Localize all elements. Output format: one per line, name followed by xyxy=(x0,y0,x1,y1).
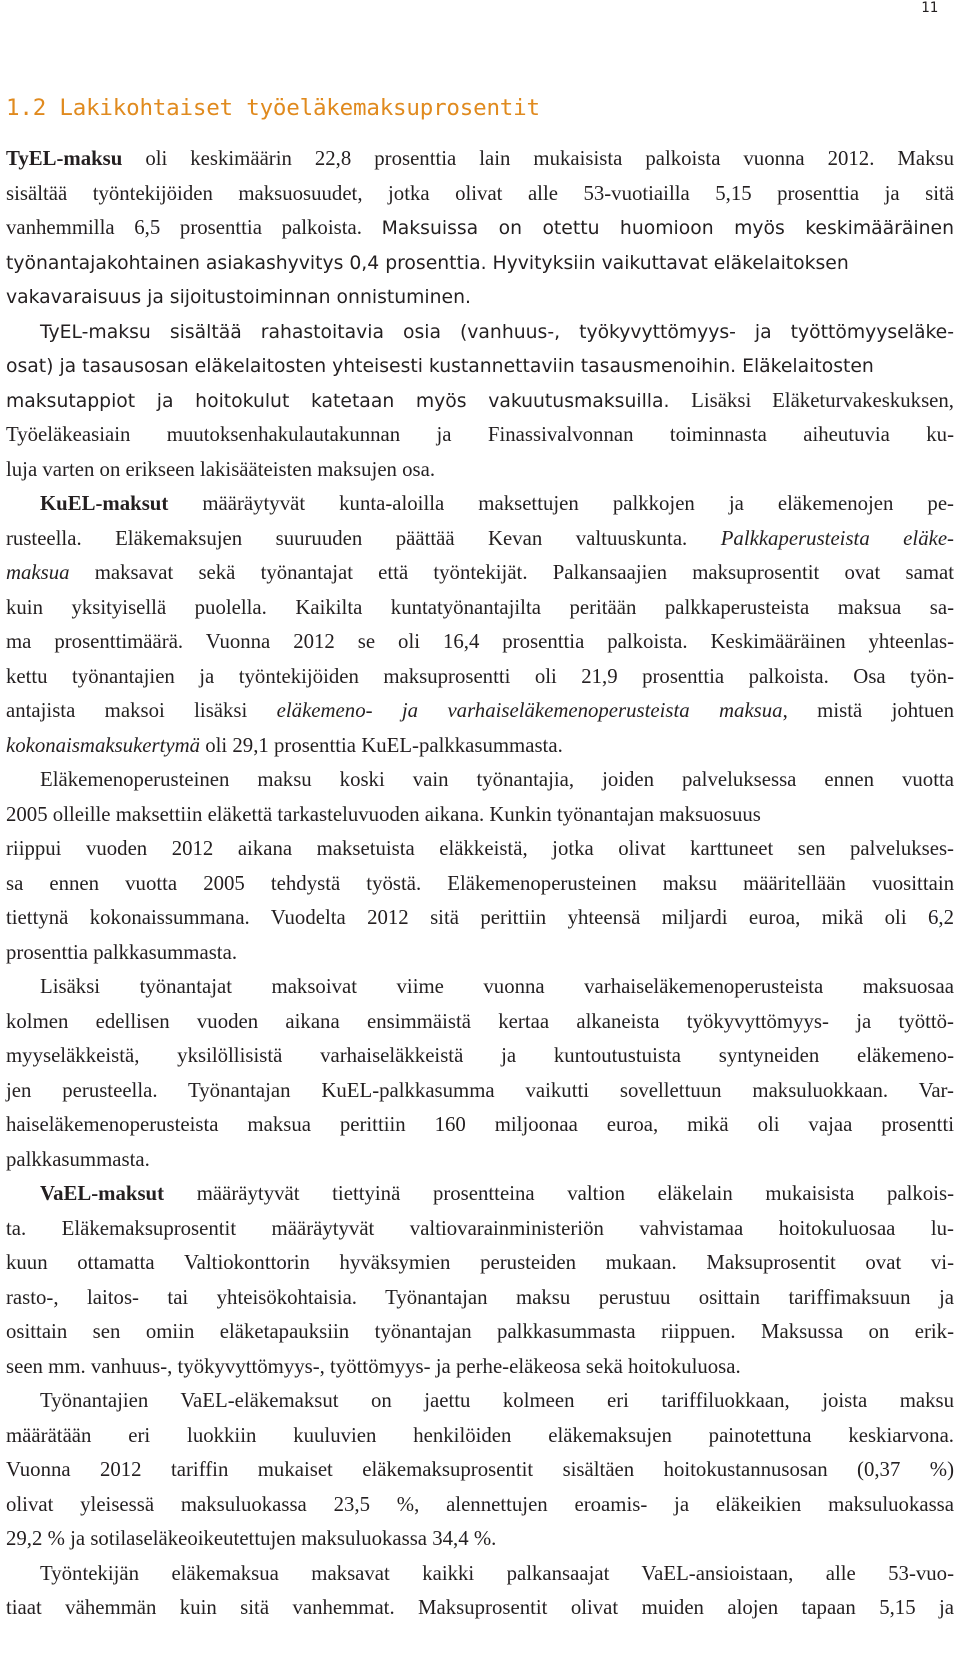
text-line xyxy=(6,522,954,557)
text-segment: työnantajakohtainen asiakashyvitys 0,4 prosenttia. Hyvityksiin vaikuttavat eläkelaitoksen xyxy=(6,252,849,274)
text-line xyxy=(6,901,954,936)
text-line xyxy=(6,1039,954,1074)
text-line xyxy=(6,1315,954,1350)
text-line xyxy=(6,763,954,798)
text-segment: Palkkaperusteista eläke- xyxy=(720,526,954,550)
text-segment: palkkasummasta. xyxy=(6,1147,150,1171)
text-segment: osittain sen omiin eläketapauksiin työnantajan palkkasummasta riippuen. Maksussa on erik- xyxy=(6,1320,954,1343)
text-line xyxy=(6,798,954,833)
text-segment: haiseläkemenoperusteista maksua perittiin 160 miljoonaa euroa, mikä oli vajaa prosentti xyxy=(6,1113,954,1136)
text-segment: tiettynä kokonaissummana. Vuodelta 2012 sitä perittiin yhteensä miljardi euroa, mikä oli 6,2 xyxy=(6,906,954,929)
text-line xyxy=(6,1488,954,1523)
text-segment: sa ennen vuotta 2005 tehdystä työstä. Eläkemenoperusteinen maksu määritellään vuosittain xyxy=(6,871,954,895)
text-segment: maksavat sekä työnantajat että työntekijät. Palkansaajien maksuprosentit ovat samat xyxy=(69,561,954,584)
text-line xyxy=(6,1419,954,1454)
text-line xyxy=(6,1384,954,1419)
text-line xyxy=(6,1074,954,1109)
text-segment: maksua xyxy=(6,561,70,584)
text-line xyxy=(6,246,954,281)
text-line xyxy=(6,453,954,488)
text-segment: kuun ottamatta Valtiokonttorin hyväksymien perusteiden mukaan. Maksuprosentit ovat vi- xyxy=(6,1251,954,1274)
text-segment: sisältää työntekijöiden maksuosuudet, jotka olivat alle 53-vuotiailla 5,15 prosenttia ja sitä xyxy=(6,181,954,205)
text-segment: määrätään eri luokkiin kuuluvien henkilöiden eläkemaksujen painotettuna keskiarvona. xyxy=(6,1423,954,1447)
text-segment: KuEL-maksut xyxy=(40,492,169,515)
text-line xyxy=(6,625,954,660)
text-segment: vanhemmilla 6,5 prosenttia palkoista. xyxy=(6,216,382,239)
text-line xyxy=(6,177,954,212)
text-line xyxy=(6,556,954,591)
text-line xyxy=(6,1212,954,1247)
text-segment: myyseläkkeistä, yksilöllisistä varhaiseläkkeistä ja kuntoutustuista syntyneiden eläkemeno- xyxy=(6,1044,954,1067)
text-segment: määräytyvät tiettyinä prosentteina valtion eläkelain mukaisista palkois- xyxy=(164,1182,954,1205)
text-segment: kokonaismaksukertymä xyxy=(6,733,201,757)
text-segment: olivat yleisessä maksuluokassa 23,5 %, alennettujen eroamis- ja eläkeikien maksuluokassa xyxy=(6,1492,954,1516)
text-line xyxy=(6,1281,954,1316)
text-line xyxy=(6,660,954,695)
text-segment: vakavaraisuus ja sijoitustoiminnan onnistuminen. xyxy=(6,287,471,308)
text-segment: Lisäksi työnantajat maksoivat viime vuonna varhaiseläkemenoperusteista maksuosaa xyxy=(40,975,954,998)
text-line xyxy=(6,1557,954,1592)
text-segment: kettu työnantajien ja työntekijöiden maksuprosentti oli 21,9 prosenttia palkoista. Osa työn- xyxy=(6,664,954,688)
text-segment: rasto-, laitos- tai yhteisökohtaisia. Työnantajan maksu perustuu osittain tariffimaksuun ja xyxy=(6,1285,954,1309)
text-line xyxy=(6,280,954,315)
text-segment: kolmen edellisen vuoden aikana ensimmäistä kertaa alkaneista työkyvyttömyys- ja työttö- xyxy=(6,1009,954,1033)
text-line xyxy=(6,1522,954,1557)
text-line xyxy=(6,349,954,384)
text-line xyxy=(6,729,954,764)
text-line xyxy=(6,487,954,522)
text-segment: määräytyvät kunta-aloilla maksettujen palkkojen ja eläkemenojen pe- xyxy=(168,492,954,515)
text-segment: VaEL-maksut xyxy=(40,1182,165,1205)
text-line xyxy=(6,384,954,419)
text-segment: oli keskimäärin 22,8 prosenttia lain mukaisista palkoista vuonna 2012. Maksu xyxy=(122,147,954,170)
text-line xyxy=(6,1246,954,1281)
text-line xyxy=(6,418,954,453)
text-segment: , mistä johtuen xyxy=(782,699,954,722)
text-segment: Työnantajien VaEL-eläkemaksut on jaettu kolmeen eri tariffiluokkaan, joista maksu xyxy=(40,1389,954,1412)
text-segment: prosenttia palkkasummasta. xyxy=(6,940,238,964)
text-segment: luja varten on erikseen lakisääteisten maksujen osa. xyxy=(6,457,436,481)
text-segment: kuin yksityisellä puolella. Kaikilta kuntatyönantajilta peritään palkkaperusteista maksua sa- xyxy=(6,595,954,619)
body-text xyxy=(6,142,954,1626)
text-line xyxy=(6,1005,954,1040)
section-heading: 1.2 Lakikohtaiset työeläkemaksuprosentit xyxy=(6,95,540,121)
text-line xyxy=(6,315,954,350)
text-line xyxy=(6,694,954,729)
text-line xyxy=(6,1453,954,1488)
text-segment: osat) ja tasausosan eläkelaitosten yhteisesti kustannettaviin tasausmenoihin. Eläkelaitosten xyxy=(6,356,874,377)
page-number: 11 xyxy=(921,0,938,16)
text-segment: TyEL-maksu sisältää rahastoitavia osia (vanhuus-, työkyvyttömyys- ja työttömyyseläke- xyxy=(40,321,954,343)
text-line xyxy=(6,211,954,246)
text-line xyxy=(6,1143,954,1178)
text-line xyxy=(6,970,954,1005)
text-segment: Maksuissa on otettu huomioon myös keskimääräinen xyxy=(381,218,954,239)
text-line xyxy=(6,1177,954,1212)
text-segment: 29,2 % ja sotilaseläkeoikeutettujen maksuluokassa 34,4 %. xyxy=(6,1527,497,1550)
text-segment: seen mm. vanhuus-, työkyvyttömyys-, työttömyys- ja perhe-eläkeosa sekä hoitokuluosa. xyxy=(6,1354,741,1378)
text-segment: ta. Eläkemaksuprosentit määräytyvät valtiovarainministeriön vahvistamaa hoitokuluosaa lu- xyxy=(6,1216,954,1240)
text-segment: antajista maksoi lisäksi xyxy=(6,699,277,722)
text-line xyxy=(6,1591,954,1626)
text-segment: Työeläkeasiain muutoksenhakulautakunnan ja Finassivalvonnan toiminnasta aiheutuvia ku- xyxy=(6,423,954,446)
text-segment: maksutappiot ja hoitokulut katetaan myös vakuutusmaksuilla. xyxy=(6,390,692,412)
text-segment: eläkemeno- ja varhaiseläkemenoperusteista maksua xyxy=(276,699,783,722)
text-line xyxy=(6,1350,954,1385)
text-line xyxy=(6,142,954,177)
text-segment: Eläkemenoperusteinen maksu koski vain työnantajia, joiden palveluksessa ennen vuotta xyxy=(40,768,954,791)
text-segment: 2005 olleille maksettiin eläkettä tarkasteluvuoden aikana. Kunkin työnantajan maksuosuus xyxy=(6,802,761,826)
text-segment: tiaat vähemmän kuin sitä vanhemmat. Maksuprosentit olivat muiden alojen tapaan 5,15 ja xyxy=(6,1596,954,1619)
text-segment: jen perusteella. Työnantajan KuEL-palkkasumma vaikutti sovellettuun maksuluokkaan. Var- xyxy=(6,1078,954,1102)
text-segment: riippui vuoden 2012 aikana maksetuista eläkkeistä, jotka olivat karttuneet sen palvelukses- xyxy=(6,837,954,860)
text-segment: ma prosenttimäärä. Vuonna 2012 se oli 16,4 prosenttia palkoista. Keskimääräinen yhteenlas- xyxy=(6,630,954,653)
text-segment: Lisäksi Eläketurvakeskuksen, xyxy=(691,388,955,412)
text-line xyxy=(6,936,954,971)
text-segment: oli 29,1 prosenttia KuEL-palkkasummasta. xyxy=(200,733,563,757)
text-segment: TyEL-maksu xyxy=(6,147,123,170)
text-segment: rusteella. Eläkemaksujen suuruuden päättää Kevan valtuuskunta. xyxy=(6,526,721,550)
text-line xyxy=(6,591,954,626)
text-segment: Työntekijän eläkemaksua maksavat kaikki palkansaajat VaEL-ansioistaan, alle 53-vuo- xyxy=(40,1561,954,1585)
text-line xyxy=(6,867,954,902)
text-line xyxy=(6,1108,954,1143)
text-segment: Vuonna 2012 tariffin mukaiset eläkemaksuprosentit sisältäen hoitokustannusosan (0,37 %) xyxy=(6,1458,954,1481)
text-line xyxy=(6,832,954,867)
